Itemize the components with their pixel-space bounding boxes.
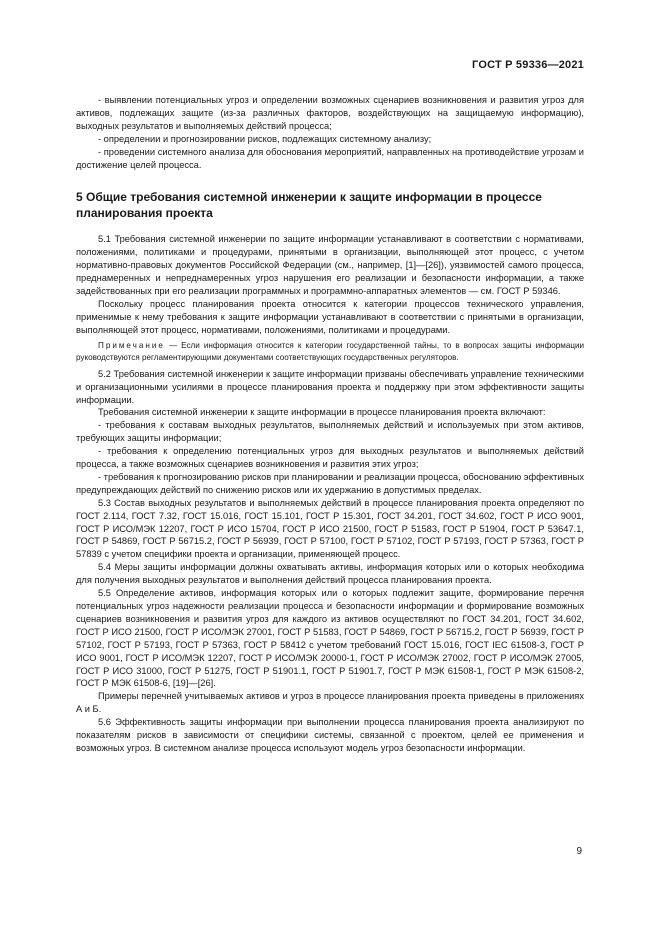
requirement-item: - требования к составам выходных результатов, выполняемых действий и используемых при этом активов, требующих защиты информации; bbox=[76, 420, 584, 444]
paragraph-5-4: 5.4 Меры защиты информации должны охватывать активы, информация которых или о которых необходима для получения выходных результатов и выполнения действий процесса планирования проекта. bbox=[76, 562, 584, 586]
intro-item: - проведении системного анализа для обоснования мероприятий, направленных на противодействие угрозам и достижение целей процесса. bbox=[76, 146, 584, 170]
paragraph-5-1: 5.1 Требования системной инженерии по защите информации устанавливают в соответствии с нормативами, положениями, политиками и процедурами, принятыми в организации, выполняющей этот процесс, с учетом нормативно-правовых документов Российской Федерации (см., например, [1]—[26]), уязвимостей самого процесса, преднамеренных и непреднамеренных угроз нарушения его реализации и безопасности информации, а также задействованных при его реализации программных и программно-аппаратных элементов — см. ГОСТ Р 59346. bbox=[76, 234, 584, 297]
page-number: 9 bbox=[576, 846, 582, 857]
note-label: Примечание bbox=[98, 340, 165, 350]
note bbox=[76, 340, 584, 364]
paragraph-5-2-continued: Требования системной инженерии к защите информации в процессе планирования проекта включают: bbox=[98, 407, 546, 418]
paragraph-5-1-continued: Поскольку процесс планирования проекта относится к категории процессов технического управления, применимые к нему требования к защите информации устанавливают в соответствии с принятыми в организации, выполняющей этот процесс, нормативами, положениями, политиками и процедурами. bbox=[76, 298, 584, 335]
intro-item: - определении и прогнозировании рисков, подлежащих системному анализу; bbox=[98, 133, 432, 144]
paragraph-5-3: 5.3 Состав выходных результатов и выполняемых действий в процессе планирования проекта определяют по ГОСТ 2.114, ГОСТ 7.32, ГОСТ 15.016, ГОСТ 15.101, ГОСТ Р 15.301, ГОСТ 34.201, ГОСТ 34.602, ГОСТ Р ИСО 9001, ГОСТ Р ИСО/МЭК 12207, ГОСТ Р ИСО 15704, ГОСТ Р ИСО 21500, ГОСТ Р 51583, ГОСТ Р 51904, ГОСТ Р 53647.1, ГОСТ Р 54869, ГОСТ Р 56715.2, ГОСТ Р 56939, ГОСТ Р 57100, ГОСТ Р 57102, ГОСТ Р 57193, ГОСТ Р 57363, ГОСТ Р 57839 с учетом специфики проекта и организации, применяющей процесс. bbox=[76, 497, 584, 560]
note-text: — Если информация относится к категории государственной тайны, то в вопросах защиты информации руководствуются регламентирующими документами соответствующих государственных регуляторов. bbox=[76, 340, 584, 362]
paragraph-5-5: 5.5 Определение активов, информация которых или о которых подлежит защите, формирование перечня потенциальных угроз надежности реализации процесса и безопасности информации и формирование возможных сценариев возникновения и развития угроз для каждого из активов осуществляют по ГОСТ 34.201, ГОСТ 34.602, ГОСТ Р ИСО 21500, ГОСТ Р ИСО/МЭК 27001, ГОСТ Р 51583, ГОСТ Р 54869, ГОСТ Р 56715.2, ГОСТ Р 56939, ГОСТ Р 57102, ГОСТ Р 57193, ГОСТ Р 57363, ГОСТ Р 58412 с учетом требований ГОСТ 15.016, ГОСТ IEC 61508-3, ГОСТ Р ИСО 9001, ГОСТ Р ИСО/МЭК 12207, ГОСТ Р ИСО/МЭК 20000-1, ГОСТ Р ИСО/МЭК 27002, ГОСТ Р ИСО/МЭК 27005, ГОСТ Р ИСО 31000, ГОСТ Р 51275, ГОСТ Р 51901.1, ГОСТ Р 51901.7, ГОСТ Р МЭК 61508-1, ГОСТ Р МЭК 61508-2, ГОСТ Р МЭК 61508-6, [19]—[26]. bbox=[76, 588, 584, 689]
requirement-item: - требования к определению потенциальных угроз для выходных результатов и выполняемых действий процесса, а также возможных сценариев возникновения и развития этих угроз; bbox=[76, 446, 584, 470]
paragraph-5-2: 5.2 Требования системной инженерии к защите информации призваны обеспечивать управление техническими и организационными усилиями в процессе планирования проекта и поддержку при этом эффективности защиты информации. bbox=[76, 368, 584, 405]
section-title: Общие требования системной инженерии к защите информации в процессе планирования проекта bbox=[76, 190, 542, 220]
section-heading bbox=[76, 190, 584, 221]
page-body bbox=[76, 94, 584, 755]
paragraph-5-5-continued: Примеры перечней учитываемых активов и угроз в процессе планирования проекта приведены в приложениях А и Б. bbox=[76, 691, 584, 715]
requirement-item: - требования к прогнозированию рисков при планировании и реализации процесса, обоснованию эффективных предупреждающих действий по снижению рисков или их удержанию в допустимых пределах. bbox=[76, 471, 584, 495]
section-number: 5 bbox=[76, 190, 83, 205]
document-code: ГОСТ Р 59336—2021 bbox=[472, 59, 584, 71]
paragraph-5-6: 5.6 Эффективность защиты информации при выполнении процесса планирования проекта анализируют по показателям рисков в зависимости от специфики системы, связанной с проектом, целей ее применения и возможных угроз. В системном анализе процесса используют модель угроз безопасности информации. bbox=[76, 717, 584, 753]
intro-item: - выявлении потенциальных угроз и определении возможных сценариев возникновения и развития угроз для активов, подлежащих защите (из-за различных факторов, воздействующих на защищаемую информацию), выходных результатов и выполняемых действий процесса; bbox=[76, 95, 584, 131]
